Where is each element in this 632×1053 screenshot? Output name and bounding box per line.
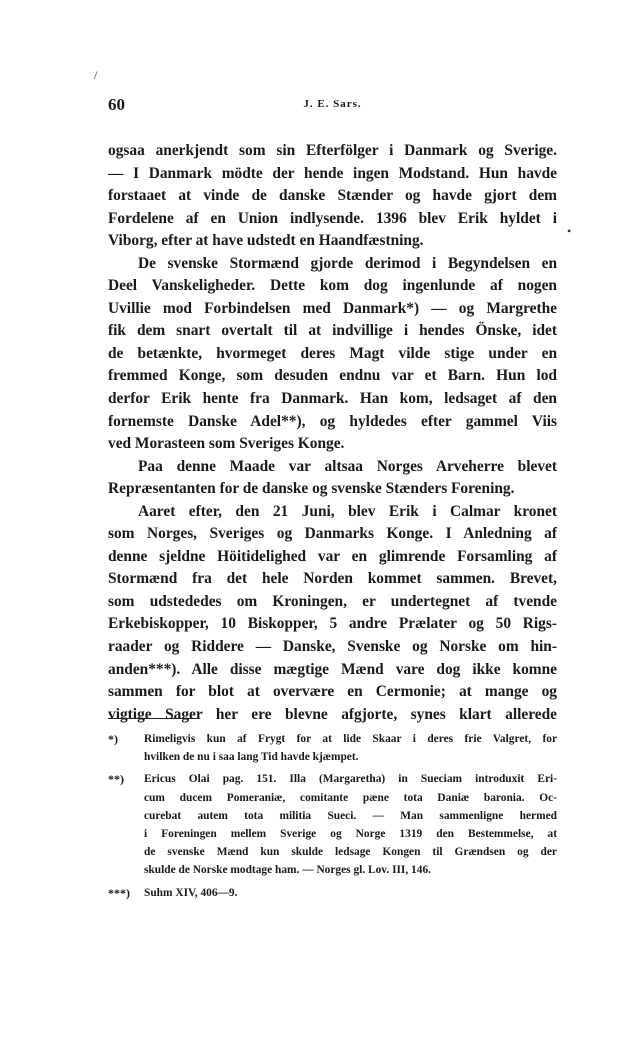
- footnote-line: Rimeligvis kun af Frygt for at lide Skaar i deres frie Valgret, for: [144, 733, 557, 745]
- text-line: denne sjeldne Höitidelighed var en glimrende Forsamling af: [108, 547, 557, 565]
- text-line: Stormænd fra det hele Norden kommet sammen. Brevet,: [108, 570, 557, 588]
- footnote: [108, 770, 557, 879]
- text-line: som udstededes om Kroningen, er undertegnet af tvende: [108, 592, 557, 610]
- footnote-line: i Foreningen mellem Sverige og Norge 1319 den Bestemmelse, at: [144, 827, 557, 840]
- text-line: Deel Vanskeligheder. Dette kom dog ingenlunde af nogen: [108, 277, 557, 295]
- paragraph: [108, 456, 557, 501]
- page-header: [108, 95, 557, 119]
- text-line: de betænkte, hvormeget deres Magt vilde stige under en: [108, 344, 557, 362]
- text-line: derfor Erik hente fra Danmark. Han kom, ledsaget af den: [108, 390, 557, 408]
- text-line: fremmed Konge, som desuden endnu var et Barn. Hun lod: [108, 367, 557, 385]
- text-line: ved Morasteen som Sveriges Konge.: [108, 435, 345, 453]
- text-line: fik dem snart overtalt til at indvillige i hendes Önske, idet: [108, 322, 557, 340]
- text-line: vigtige Sager her ere blevne afgjorte, synes klart allerede: [108, 705, 557, 723]
- text-line: Erkebiskopper, 10 Biskopper, 5 andre Prælater og 50 Rigs-: [108, 615, 557, 633]
- page-number: 60: [108, 95, 125, 114]
- body-text: [108, 140, 557, 726]
- footnote-line: skulde de Norske modtage ham. — Norges gl. Lov. III, 146.: [144, 864, 431, 877]
- paragraph: [108, 501, 557, 726]
- text-line: De svenske Stormænd gjorde derimod i Begyndelsen en: [138, 254, 557, 272]
- footnote-marker: ***): [108, 885, 130, 900]
- footnote-line: de svenske Mænd kun skulde ledsage Kongen til Grændsen og der: [144, 846, 557, 859]
- margin-mark-right: •: [567, 224, 572, 238]
- text-line: Aaret efter, den 21 Juni, blev Erik i Calmar kronet: [138, 502, 557, 520]
- text-line: ogsaa anerkjendt som sin Efterfölger i Danmark og Sverige.: [108, 142, 557, 159]
- footnote-line: cum ducem Pomeraniæ, comitante pæne tota Daniæ baronia. Oc-: [144, 791, 557, 804]
- footnote-line: hvilken de nu i saa lang Tid havde kjæmpet.: [144, 751, 359, 764]
- footnote-line: Suhm XIV, 406—9.: [144, 886, 238, 899]
- footnote-marker: **): [108, 772, 124, 787]
- paragraph: [108, 253, 557, 456]
- text-line: Repræsentanten for de danske og svenske Stænders Forening.: [108, 480, 515, 498]
- text-line: sammen for blot at overvære en Cermonie; at mange og: [108, 683, 557, 701]
- footnote-marker: *): [108, 732, 118, 746]
- text-line: Viborg, efter at have udstedt en Haandfæstning.: [108, 232, 424, 250]
- text-line: Fordelene af en Union indlysende. 1396 blev Erik hyldet i: [108, 209, 557, 227]
- footnote-divider: [108, 718, 198, 719]
- paragraph: [108, 140, 557, 253]
- running-head: J. E. Sars.: [303, 98, 362, 110]
- text-line: anden***). Alle disse mægtige Mænd vare dog ikke komne: [108, 660, 557, 678]
- footnote: [108, 884, 557, 902]
- margin-mark-top: /: [94, 68, 98, 82]
- text-line: Uvillie mod Forbindelsen med Danmark*) — og Margrethe: [108, 299, 557, 317]
- text-line: — I Danmark mödte der hende ingen Modstand. Hun havde: [108, 164, 557, 182]
- footnote-line: Ericus Olai pag. 151. Illa (Margaretha) in Sueciam introduxit Eri-: [144, 773, 557, 786]
- footnote: [108, 730, 557, 766]
- text-line: fornemste Danske Adel**), og hyldedes efter gammel Viis: [108, 412, 557, 430]
- text-line: Paa denne Maade var altsaa Norges Arveherre blevet: [138, 457, 557, 475]
- text-line: forstaaet at vinde de danske Stænder og havde gjort dem: [108, 187, 557, 205]
- text-line: som Norges, Sveriges og Danmarks Konge. I Anledning af: [108, 525, 557, 543]
- text-line: raader og Riddere — Danske, Svenske og Norske om hin-: [108, 638, 557, 656]
- footnotes: [108, 730, 557, 906]
- footnote-line: curebat autem tota militia Sueci. — Man sammenligne hermed: [144, 809, 557, 822]
